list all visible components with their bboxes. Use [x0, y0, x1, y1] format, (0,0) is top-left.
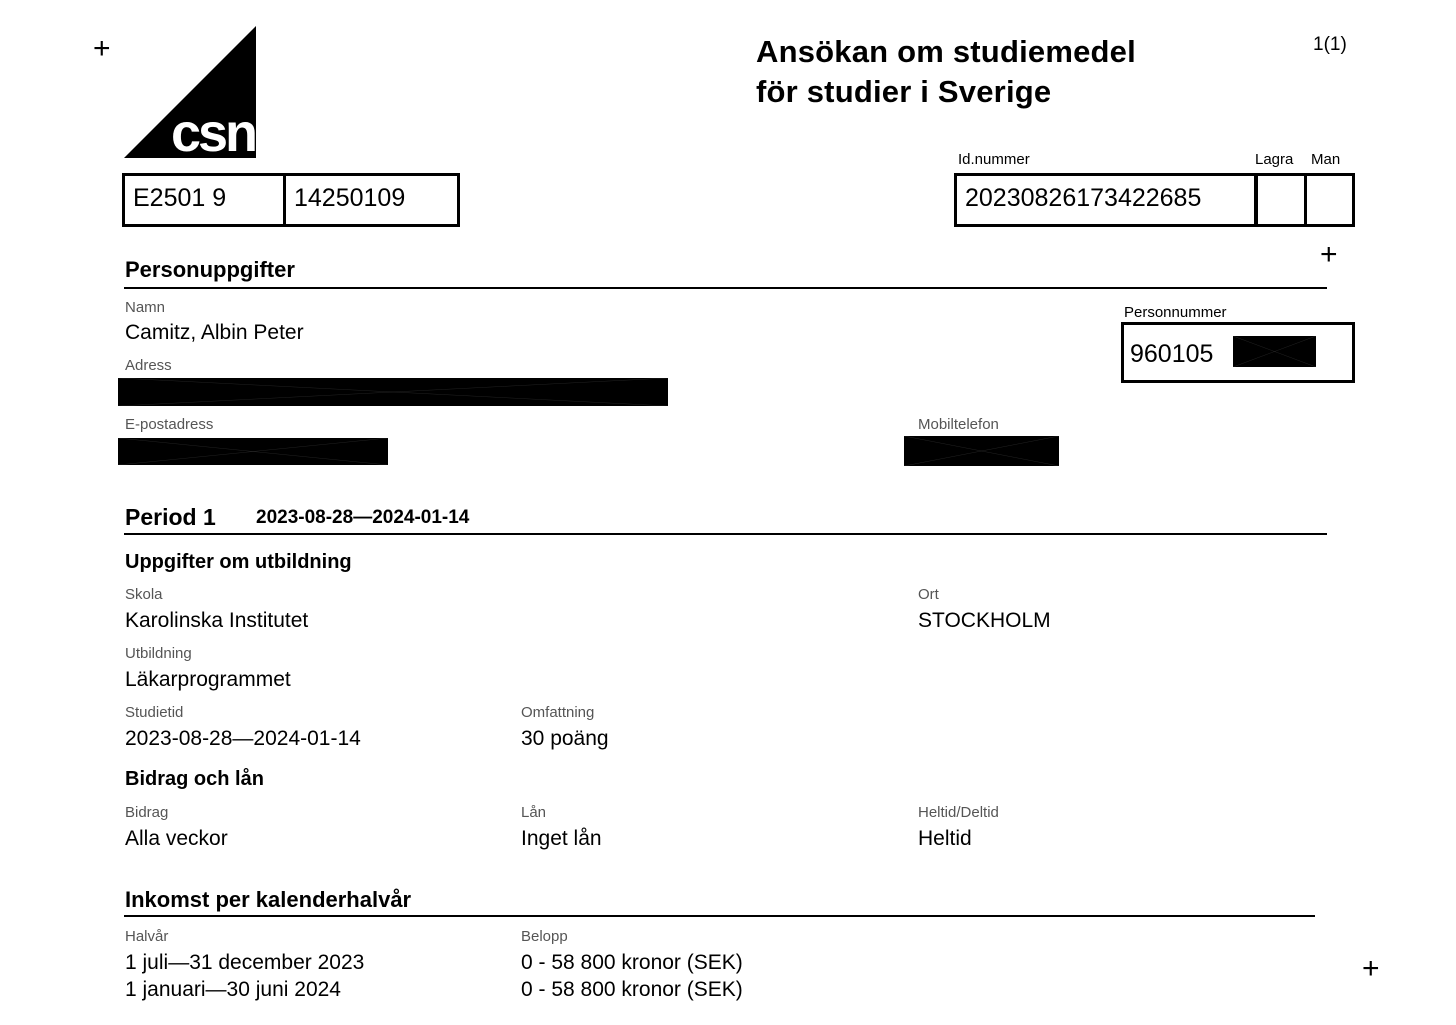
- ort-label: Ort: [918, 586, 939, 603]
- registration-mark-bottom-right: +: [1362, 952, 1380, 985]
- belopp-label: Belopp: [521, 928, 568, 945]
- inkomst-rule: [124, 915, 1315, 917]
- bidrag-label: Bidrag: [125, 804, 169, 821]
- id-number-label: Id.nummer: [958, 151, 1030, 168]
- lan-value: Inget lån: [521, 827, 602, 850]
- lagra-label: Lagra: [1255, 151, 1294, 168]
- personnummer-label: Personnummer: [1124, 304, 1227, 321]
- logo-text: csn: [170, 103, 255, 158]
- period-rule: [124, 533, 1327, 535]
- lagra-box: [1254, 173, 1307, 227]
- namn-value: Camitz, Albin Peter: [125, 321, 304, 344]
- inkomst-row-2-belopp: 0 - 58 800 kronor (SEK): [521, 978, 743, 1001]
- adress-redacted: [118, 378, 668, 406]
- adress-label: Adress: [125, 357, 172, 374]
- utbildning-value: Läkarprogrammet: [125, 668, 291, 691]
- form-code-box-2: 14250109: [283, 173, 460, 227]
- utbildning-label: Utbildning: [125, 645, 192, 662]
- personnummer-value: 960105: [1130, 340, 1214, 368]
- mobile-redacted: [904, 436, 1059, 466]
- registration-mark-top-right: +: [1320, 238, 1338, 271]
- inkomst-row-1-halvar: 1 juli—31 december 2023: [125, 951, 365, 974]
- omfattning-label: Omfattning: [521, 704, 595, 721]
- lan-label: Lån: [521, 804, 547, 821]
- heltid-value: Heltid: [918, 827, 972, 850]
- page-number: 1(1): [1313, 34, 1347, 55]
- heltid-label: Heltid/Deltid: [918, 804, 999, 821]
- bidrag-heading: Bidrag och lån: [125, 768, 264, 790]
- personnummer-box: [1121, 322, 1355, 383]
- utbildning-heading: Uppgifter om utbildning: [125, 551, 352, 573]
- registration-mark-top-left: +: [93, 32, 111, 65]
- title-line-1: Ansökan om studiemedel: [756, 34, 1136, 69]
- studietid-value: 2023-08-28—2024-01-14: [125, 727, 361, 750]
- personnummer-redacted: [1233, 336, 1316, 367]
- inkomst-row-2-halvar: 1 januari—30 juni 2024: [125, 978, 341, 1001]
- bidrag-value: Alla veckor: [125, 827, 228, 850]
- form-code-box-1: E2501 9: [122, 173, 286, 227]
- mobile-label: Mobiltelefon: [918, 416, 999, 433]
- email-label: E-postadress: [125, 416, 214, 433]
- title-line-2: för studier i Sverige: [756, 74, 1052, 109]
- skola-label: Skola: [125, 586, 163, 603]
- man-box: [1304, 173, 1355, 227]
- skola-value: Karolinska Institutet: [125, 609, 309, 632]
- ort-value: STOCKHOLM: [918, 609, 1051, 632]
- period-heading: Period 1: [125, 504, 216, 530]
- studietid-label: Studietid: [125, 704, 184, 721]
- man-label: Man: [1311, 151, 1341, 168]
- inkomst-row-1-belopp: 0 - 58 800 kronor (SEK): [521, 951, 743, 974]
- email-redacted: [118, 438, 388, 465]
- omfattning-value: 30 poäng: [521, 727, 609, 750]
- personuppgifter-heading: Personuppgifter: [125, 257, 295, 282]
- id-number-box: 20230826173422685: [954, 173, 1258, 227]
- period-dates: 2023-08-28—2024-01-14: [256, 507, 470, 528]
- namn-label: Namn: [125, 299, 166, 316]
- csn-logo: [124, 26, 258, 158]
- halvar-label: Halvår: [125, 928, 169, 945]
- personuppgifter-rule: [124, 287, 1327, 289]
- inkomst-heading: Inkomst per kalenderhalvår: [125, 887, 412, 912]
- document-title: [756, 32, 1136, 112]
